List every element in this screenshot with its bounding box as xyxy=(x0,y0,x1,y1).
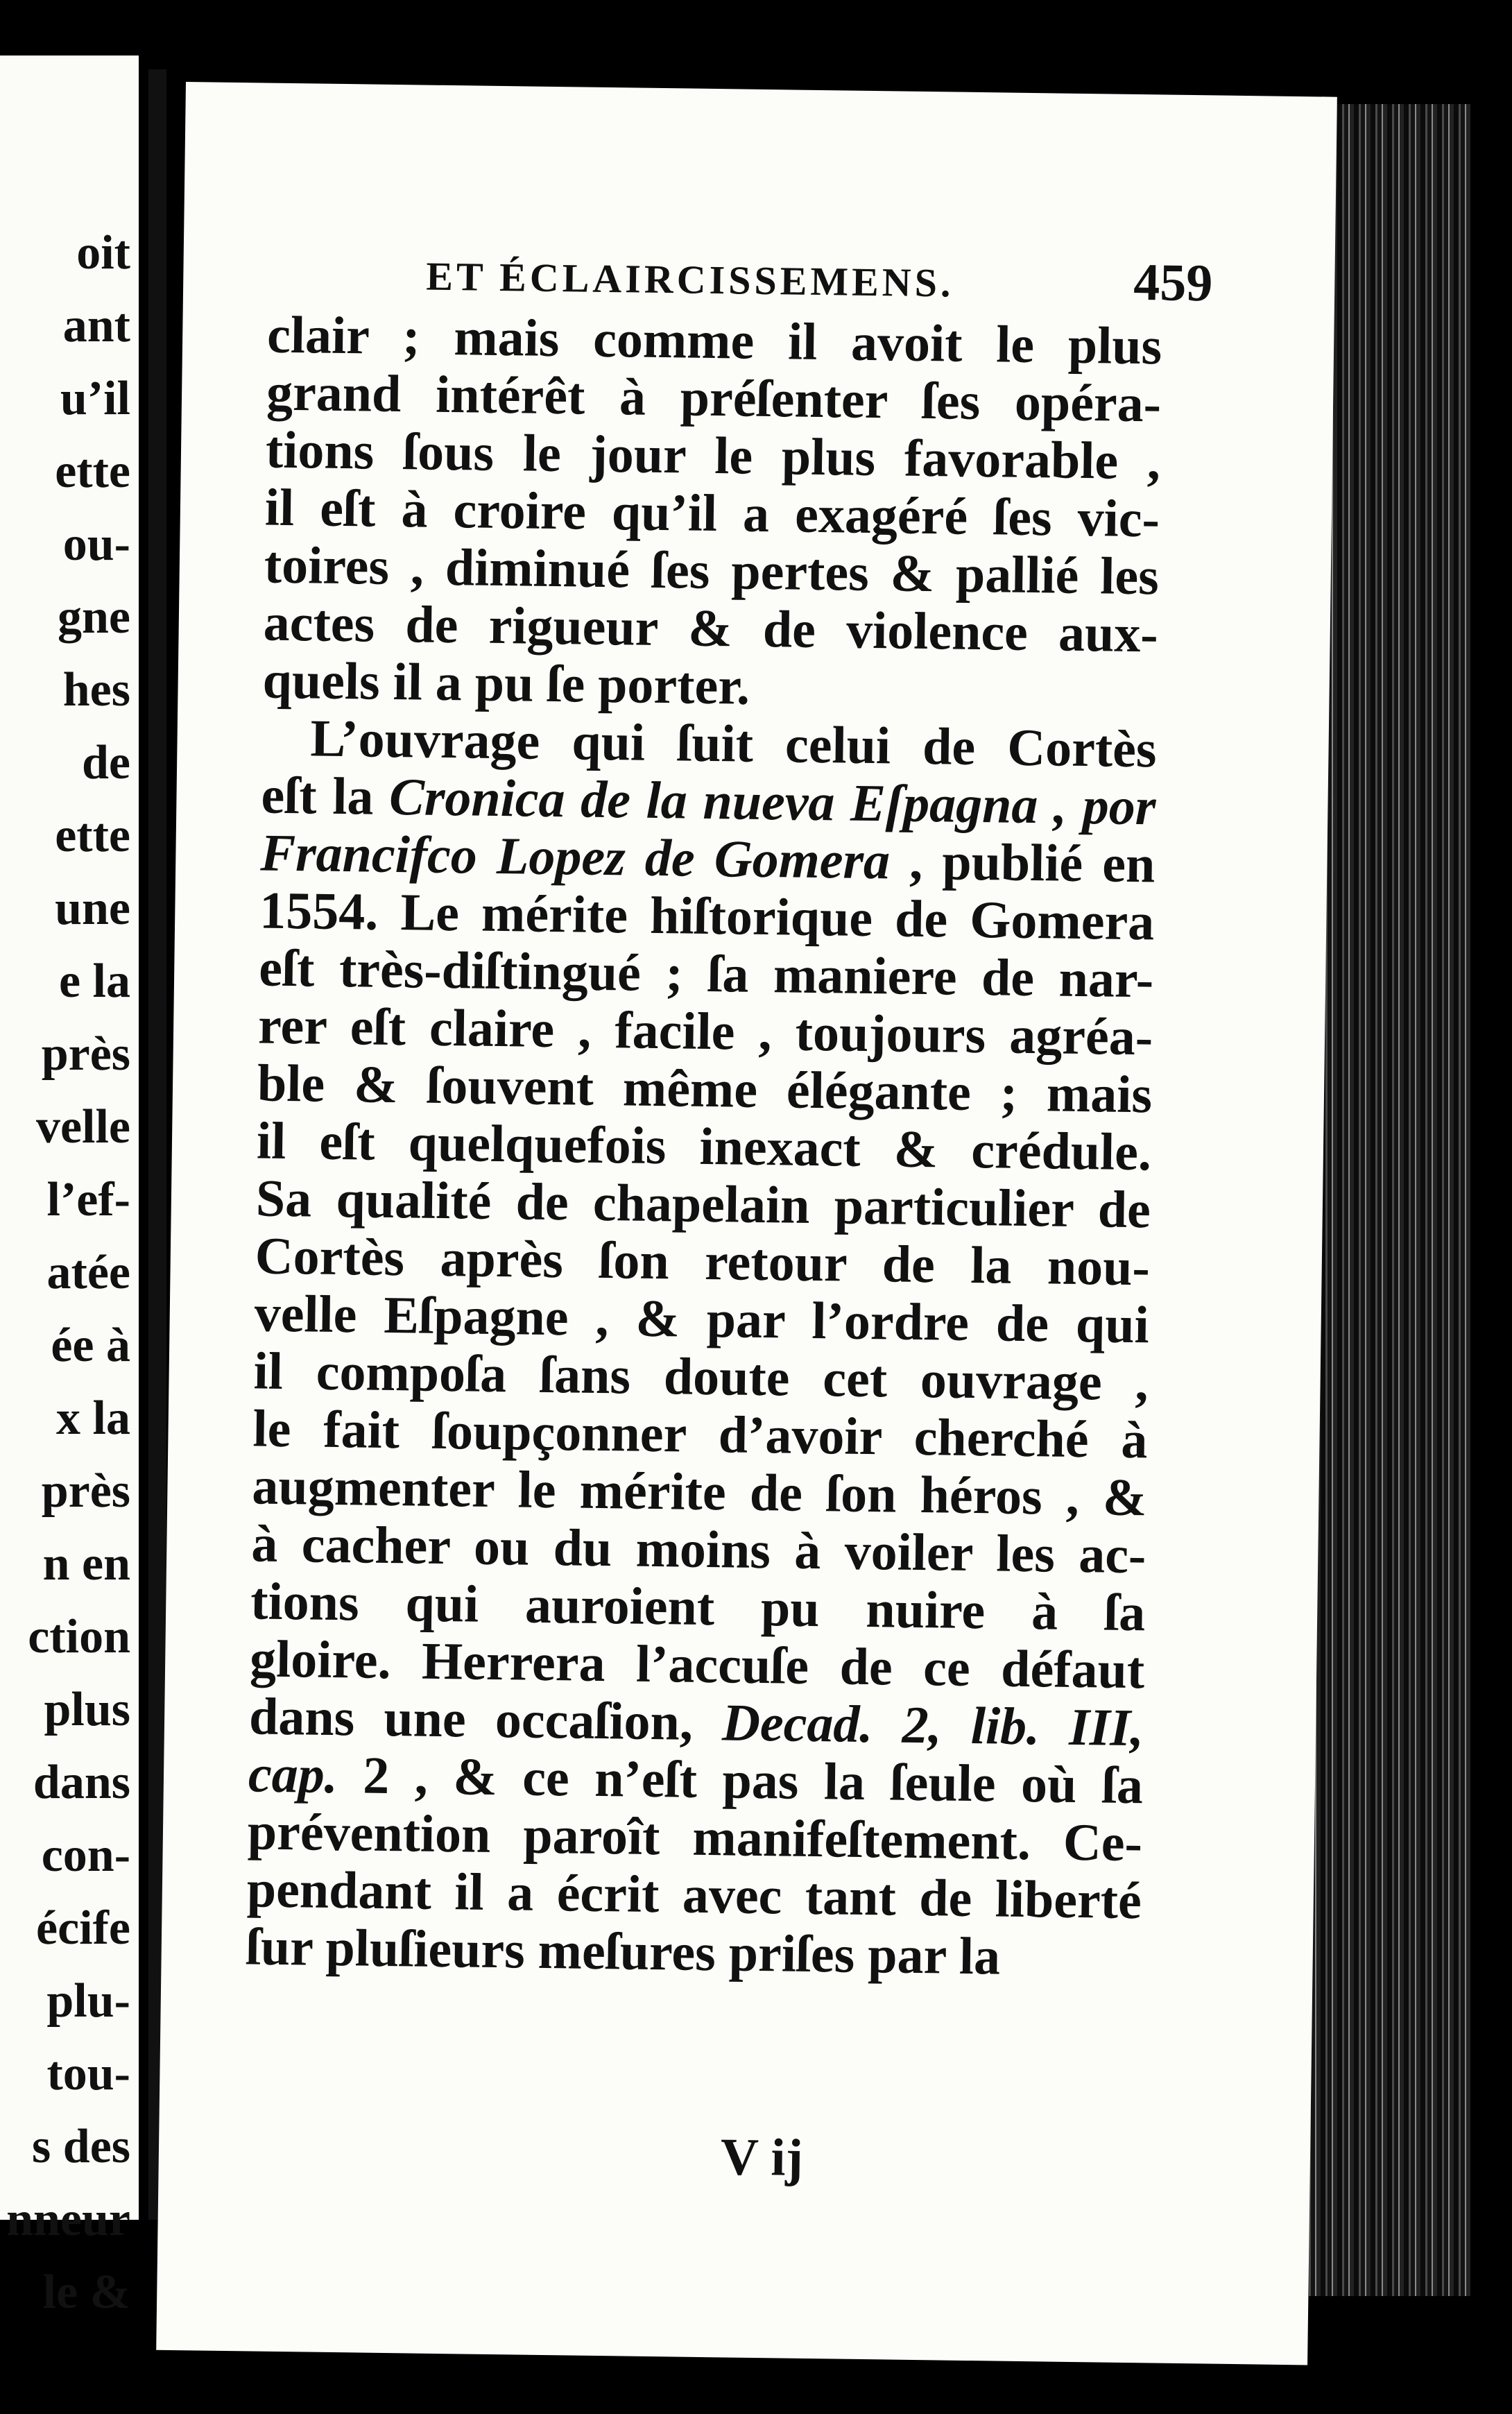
left-page-fragment xyxy=(0,55,139,2319)
left-page-line-fragment: ant xyxy=(62,299,130,352)
line-text: ble & ſouvent même élégante ; mais xyxy=(257,1054,1153,1124)
line-text: le fait ſoupçonner d’avoir cherché à xyxy=(252,1399,1149,1470)
left-page-line-fragment: x la xyxy=(56,1392,130,1445)
line-text: 1554. Le mérite hiſtorique de Gomera xyxy=(259,881,1155,952)
left-page-line-fragment: plus xyxy=(44,1683,130,1736)
line-text: augmenter le mérite de ſon héros , & xyxy=(251,1457,1147,1527)
line-text: ſur pluſieurs meſures priſes par la xyxy=(246,1917,1001,1986)
line-text: eſt très-diſtingué ; ſa maniere de nar- xyxy=(258,939,1154,1009)
left-page-line-fragment: de xyxy=(82,736,130,789)
left-page-line-fragment: velle xyxy=(35,1100,130,1154)
line-text: velle Eſpagne , & par l’ordre de qui xyxy=(254,1284,1150,1355)
line-text: toires , diminué ſes pertes & pallié les xyxy=(264,536,1160,606)
left-page-line-fragment: u’il xyxy=(60,372,130,425)
line-text: Cortès après ſon retour de la nou- xyxy=(255,1226,1151,1297)
left-page-line-fragment: l’ef- xyxy=(46,1173,130,1226)
line-text: L’ouvrage qui ſuit celui de Cortès xyxy=(310,709,1158,779)
left-page-line-fragment: hes xyxy=(62,663,130,717)
signature-mark: V ij xyxy=(720,2128,804,2187)
line-text: pendant il a écrit avec tant de liberté xyxy=(246,1860,1142,1931)
left-page-line-fragment: atée xyxy=(46,1246,130,1299)
line-text: rer eſt claire , facile , toujours agréa- xyxy=(257,996,1153,1067)
left-page-line-fragment: e la xyxy=(58,955,130,1008)
line-text: , publié en xyxy=(889,832,1156,894)
line-text: eſt la xyxy=(260,766,390,826)
line-text: gloire. Herrera l’accuſe de ce défaut xyxy=(249,1629,1145,1700)
left-page-line-fragment: une xyxy=(55,882,130,935)
italic-text: cap. xyxy=(248,1745,338,1805)
page-number: 459 xyxy=(1133,252,1213,313)
line-text: actes de rigueur & de violence aux- xyxy=(263,593,1159,664)
text-line xyxy=(246,1918,1141,1987)
italic-text: Francifco Lopez de Gomera xyxy=(259,823,891,891)
left-page-line-fragment: oit xyxy=(76,226,130,280)
left-page-line-fragment: ou- xyxy=(62,517,130,571)
line-text: tions ſous le jour le plus favorable , xyxy=(265,420,1161,491)
body-text xyxy=(246,307,1162,1988)
left-page-line-fragment: n en xyxy=(42,1537,130,1591)
line-text: quels il a pu ſe porter. xyxy=(262,651,750,716)
book-page xyxy=(156,82,1337,2365)
italic-text: Decad. 2, lib. III, xyxy=(721,1693,1144,1758)
left-page-line-fragment: ette xyxy=(55,445,130,498)
line-text: à cacher ou du moins à voiler les ac- xyxy=(250,1514,1146,1585)
left-page-line-fragment: tou- xyxy=(46,2047,130,2100)
left-page-line-fragment: con- xyxy=(41,1829,130,1882)
left-page-line-fragment: ée à xyxy=(51,1319,130,1372)
left-page-line-fragment: dans xyxy=(33,1756,130,1809)
line-text: il eſt quelquefois inexact & crédule. xyxy=(256,1111,1152,1182)
left-page-line-fragment: ction xyxy=(28,1610,130,1663)
italic-text: Cronica de la nueva Eſpagna , por xyxy=(388,767,1156,837)
line-text: tions qui auroient pu nuire à ſa xyxy=(250,1572,1146,1643)
line-text: prévention paroît manifeſtement. Ce- xyxy=(247,1802,1143,1873)
left-page-line-fragment: nneur xyxy=(6,2193,130,2246)
left-page-line-fragment: près xyxy=(41,1027,130,1081)
line-text: 2 , & ce n’eſt pas la ſeule où ſa xyxy=(337,1746,1144,1815)
left-page-line-fragment: écife xyxy=(36,1901,130,1955)
left-page-line-fragment: près xyxy=(41,1464,130,1518)
left-page-line-fragment: plu- xyxy=(46,1974,130,2028)
line-text: il eſt à croire qu’il a exagéré ſes vic- xyxy=(264,478,1160,549)
left-page-line-fragment: gne xyxy=(58,590,130,644)
left-page-line-fragment: s des xyxy=(32,2120,130,2173)
left-page-line-fragment: le & xyxy=(42,2266,130,2319)
running-head: ET ÉCLAIRCISSEMENS. xyxy=(425,253,954,306)
line-text: il compoſa ſans doute cet ouvrage , xyxy=(253,1342,1149,1412)
left-page-line-fragment: ette xyxy=(55,809,130,862)
line-text: dans une occaſion, xyxy=(248,1687,723,1752)
line-text: clair ; mais comme il avoit le plus xyxy=(266,305,1162,376)
line-text: Sa qualité de chapelain particulier de xyxy=(255,1169,1151,1240)
line-text: grand intérêt à préſenter ſes opéra- xyxy=(266,363,1162,434)
